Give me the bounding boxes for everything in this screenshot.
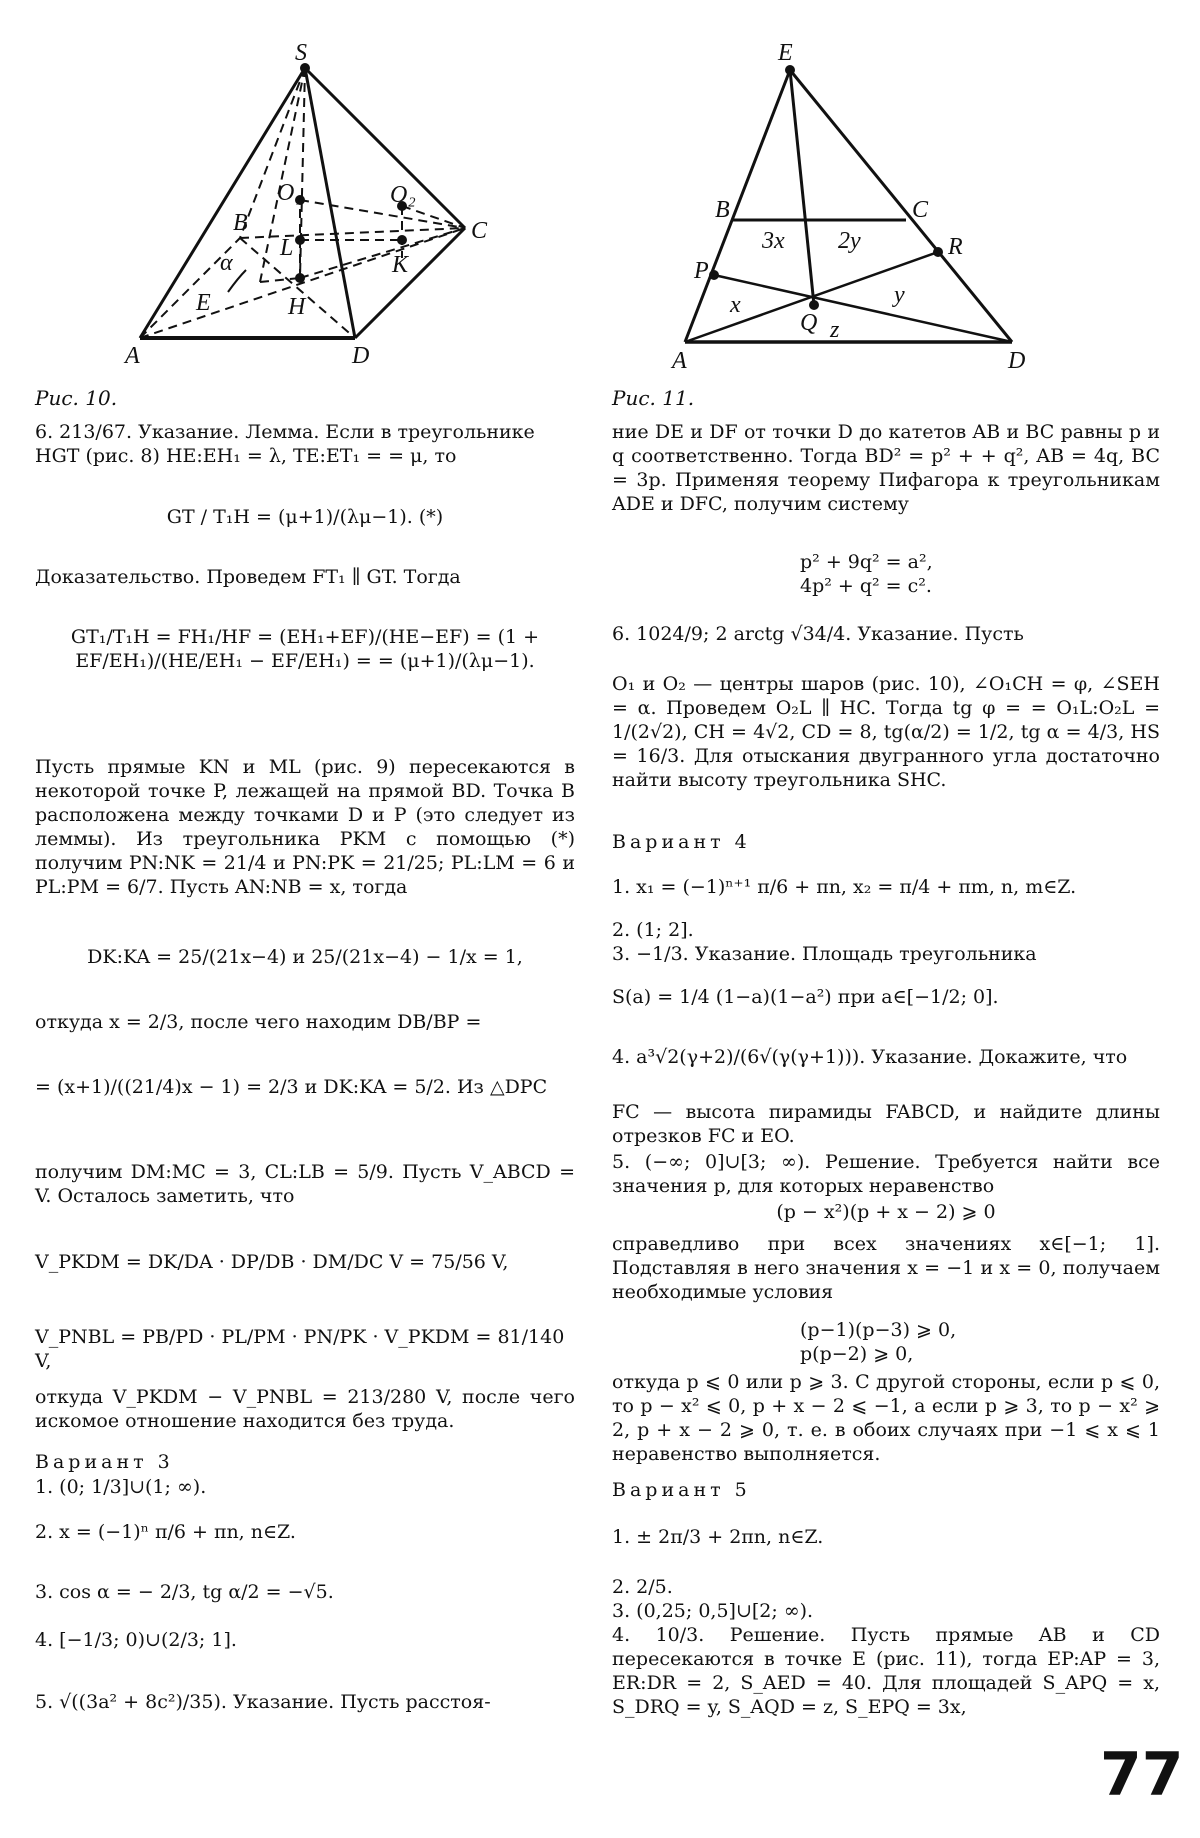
system-1-line-1: p² + 9q² = a²,	[800, 551, 933, 573]
system-2-line-2: p(p−2) ⩾ 0,	[800, 1343, 914, 1365]
system-1-line-2: 4p² + q² = c².	[800, 575, 932, 597]
formula-dk-ka: DK:KA = 25/(21x−4) и 25/(21x−4) − 1/x = 1,	[87, 946, 523, 968]
variant-5-answer-4: 4. 10/3. Решение. Пусть прямые AB и CD пересекаются в точке E (рис. 11), тогда EP:AP = 3, ER:DR = 2, S_AED = 40. Для площадей S_APQ = x, S_DRQ = y, S_AQD = z, S_EPQ = 3x,	[612, 1624, 1160, 1718]
variant-4-answer-1: 1. x₁ = (−1)ⁿ⁺¹ π/6 + πn, x₂ = π/4 + πm, n, m∈Z.	[612, 876, 1077, 898]
formula-db-bp: = (x+1)/((21/4)x − 1) = 2/3 и DK:KA = 5/2. Из △DPC	[35, 1076, 548, 1098]
proof-formula: GT₁/T₁H = FH₁/HF = (EH₁+EF)/(HE−EF) = (1 + EF/EH₁)/(HE/EH₁ − EF/EH₁) = = (μ+1)/(λμ−1).	[70, 626, 540, 672]
label-D: D	[1008, 348, 1026, 374]
variant-3-title: Вариант 3	[35, 1451, 174, 1473]
variant-4-area-formula: S(a) = 1/4 (1−a)(1−a²) при a∈[−1/2; 0].	[612, 986, 999, 1008]
inequality: (p − x²)(p + x − 2) ⩾ 0	[776, 1201, 996, 1223]
label-x: x	[730, 292, 741, 318]
label-R: R	[948, 234, 963, 260]
label-L: L	[280, 235, 294, 261]
variant-3-answer-2: 2. x = (−1)ⁿ π/6 + πn, n∈Z.	[35, 1521, 296, 1543]
variant-5-title: Вариант 5	[612, 1479, 751, 1501]
label-A: A	[672, 348, 687, 374]
label-H: H	[288, 294, 306, 320]
label-B: B	[233, 210, 248, 236]
variant-3-answer-5: 5. √((3a² + 8c²)/35). Указание. Пусть расстоя-	[35, 1691, 491, 1713]
label-O1: O₁	[277, 180, 303, 206]
label-B: B	[715, 197, 730, 223]
label-C: C	[471, 218, 488, 244]
figure-11-trapezoid	[660, 40, 1040, 380]
variant-3-answer-1: 1. (0; 1/3]∪(1; ∞).	[35, 1476, 207, 1498]
paragraph-conditions: справедливо при всех значениях x∈[−1; 1]. Подставляя в него значения x = −1 и x = 0, получаем необходимые условия	[612, 1233, 1160, 1303]
variant-3-answer-3: 3. cos α = − 2/3, tg α/2 = −√5.	[35, 1581, 334, 1603]
proof-intro: Доказательство. Проведем FT₁ ∥ GT. Тогда	[35, 566, 461, 588]
label-y: y	[894, 282, 905, 308]
problem-6-answer: 6. 1024/9; 2 arctg √34/4. Указание. Пусть	[612, 623, 1024, 645]
label-C: C	[912, 197, 929, 223]
problem-6-header: 6. 213/67. Указание. Лемма. Если в треугольнике HGT (рис. 8) HE:EH₁ = λ, TE:ET₁ = = μ, то	[35, 421, 535, 467]
variant-5-answer-2: 2. 2/5.	[612, 1576, 673, 1598]
paragraph-cases: откуда p ⩽ 0 или p ⩾ 3. С другой стороны, если p ⩽ 0, то p − x² ⩽ 0, p + x − 2 ⩽ −1, а если p ⩾ 3, то p − x² ⩾ 2, p + x − 2 ⩾ 0, т. е. в обоих случаях при −1 ⩽ x ⩽ 1 неравенство выполняется.	[612, 1371, 1160, 1465]
formula-v-pkdm: V_PKDM = DK/DA · DP/DB · DM/DC V = 75/56 V,	[35, 1251, 509, 1273]
system-2-line-1: (p−1)(p−3) ⩾ 0,	[800, 1319, 957, 1341]
lemma-formula: GT / T₁H = (μ+1)/(λμ−1). (*)	[166, 506, 444, 528]
label-K: K	[392, 252, 409, 278]
figure-10-pyramid	[120, 30, 520, 370]
label-P: P	[694, 258, 709, 284]
label-E: E	[196, 290, 211, 316]
variant-4-answer-5: 5. (−∞; 0]∪[3; ∞). Решение. Требуется найти все значения p, для которых неравенство	[612, 1151, 1160, 1197]
variant-4-answer-2: 2. (1; 2].	[612, 919, 694, 941]
label-A: A	[125, 343, 140, 369]
label-2y: 2y	[838, 228, 861, 254]
paragraph-height: FC — высота пирамиды FABCD, и найдите длины отрезков FC и EO.	[612, 1101, 1160, 1147]
label-3x: 3x	[762, 228, 785, 254]
label-z: z	[830, 317, 840, 343]
paragraph-dm-mc: получим DM:MC = 3, CL:LB = 5/9. Пусть V_ABCD = V. Осталось заметить, что	[35, 1161, 575, 1207]
figure-11-caption: Рис. 11.	[612, 386, 695, 410]
variant-5-answer-3: 3. (0,25; 0,5]∪[2; ∞).	[612, 1600, 814, 1622]
label-D: D	[352, 343, 370, 369]
formula-v-pnbl: V_PNBL = PB/PD · PL/PM · PN/PK · V_PKDM = 81/140 V,	[35, 1326, 565, 1372]
label-S: S	[295, 40, 307, 66]
variant-4-title: Вариант 4	[612, 831, 751, 853]
label-E: E	[778, 40, 793, 66]
paragraph-spheres: O₁ и O₂ — центры шаров (рис. 10), ∠O₁CH = φ, ∠SEH = α. Проведем O₂L ∥ HC. Тогда tg φ = = O₁L:O₂L = 1/(2√2), CH = 4√2, CD = 8, tg(α/2) = 1/2, tg α = 4/3, HS = 16/3. Для отыскания двугранного угла достаточно найти высоту треугольника SHC.	[612, 673, 1160, 791]
figure-10-caption: Рис. 10.	[35, 386, 118, 410]
variant-5-answer-1: 1. ± 2π/3 + 2πn, n∈Z.	[612, 1526, 824, 1548]
variant-3-answer-4: 4. [−1/3; 0)∪(2/3; 1].	[35, 1629, 237, 1651]
paragraph-result: откуда V_PKDM − V_PNBL = 213/280 V, после чего искомое отношение находится без труда.	[35, 1386, 575, 1432]
label-O2: O₂	[390, 182, 416, 208]
paragraph-intersection: Пусть прямые KN и ML (рис. 9) пересекаются в некоторой точке P, лежащей на прямой BD. Точка B расположена между точками D и P (это следует из леммы). Из треугольника PKM с помощью (*) получим PN:NK = 21/4 и PN:PK = 21/25; PL:LM = 6 и PL:PM = 6/7. Пусть AN:NB = x, тогда	[35, 756, 575, 898]
page-number: 77	[1100, 1740, 1184, 1810]
paragraph-distances: ние DE и DF от точки D до катетов AB и BC равны p и q соответственно. Тогда BD² = p² + + q², AB = 4q, BC = 3p. Применяя теорему Пифагора к треугольникам ADE и DFC, получим систему	[612, 421, 1160, 515]
paragraph-x-value: откуда x = 2/3, после чего находим DB/BP =	[35, 1011, 482, 1033]
variant-4-answer-4: 4. a³√2(γ+2)/(6√(γ(γ+1))). Указание. Докажите, что	[612, 1046, 1128, 1068]
label-Q: Q	[800, 310, 818, 336]
variant-4-answer-3: 3. −1/3. Указание. Площадь треугольника	[612, 943, 1037, 965]
label-alpha: α	[220, 250, 233, 276]
